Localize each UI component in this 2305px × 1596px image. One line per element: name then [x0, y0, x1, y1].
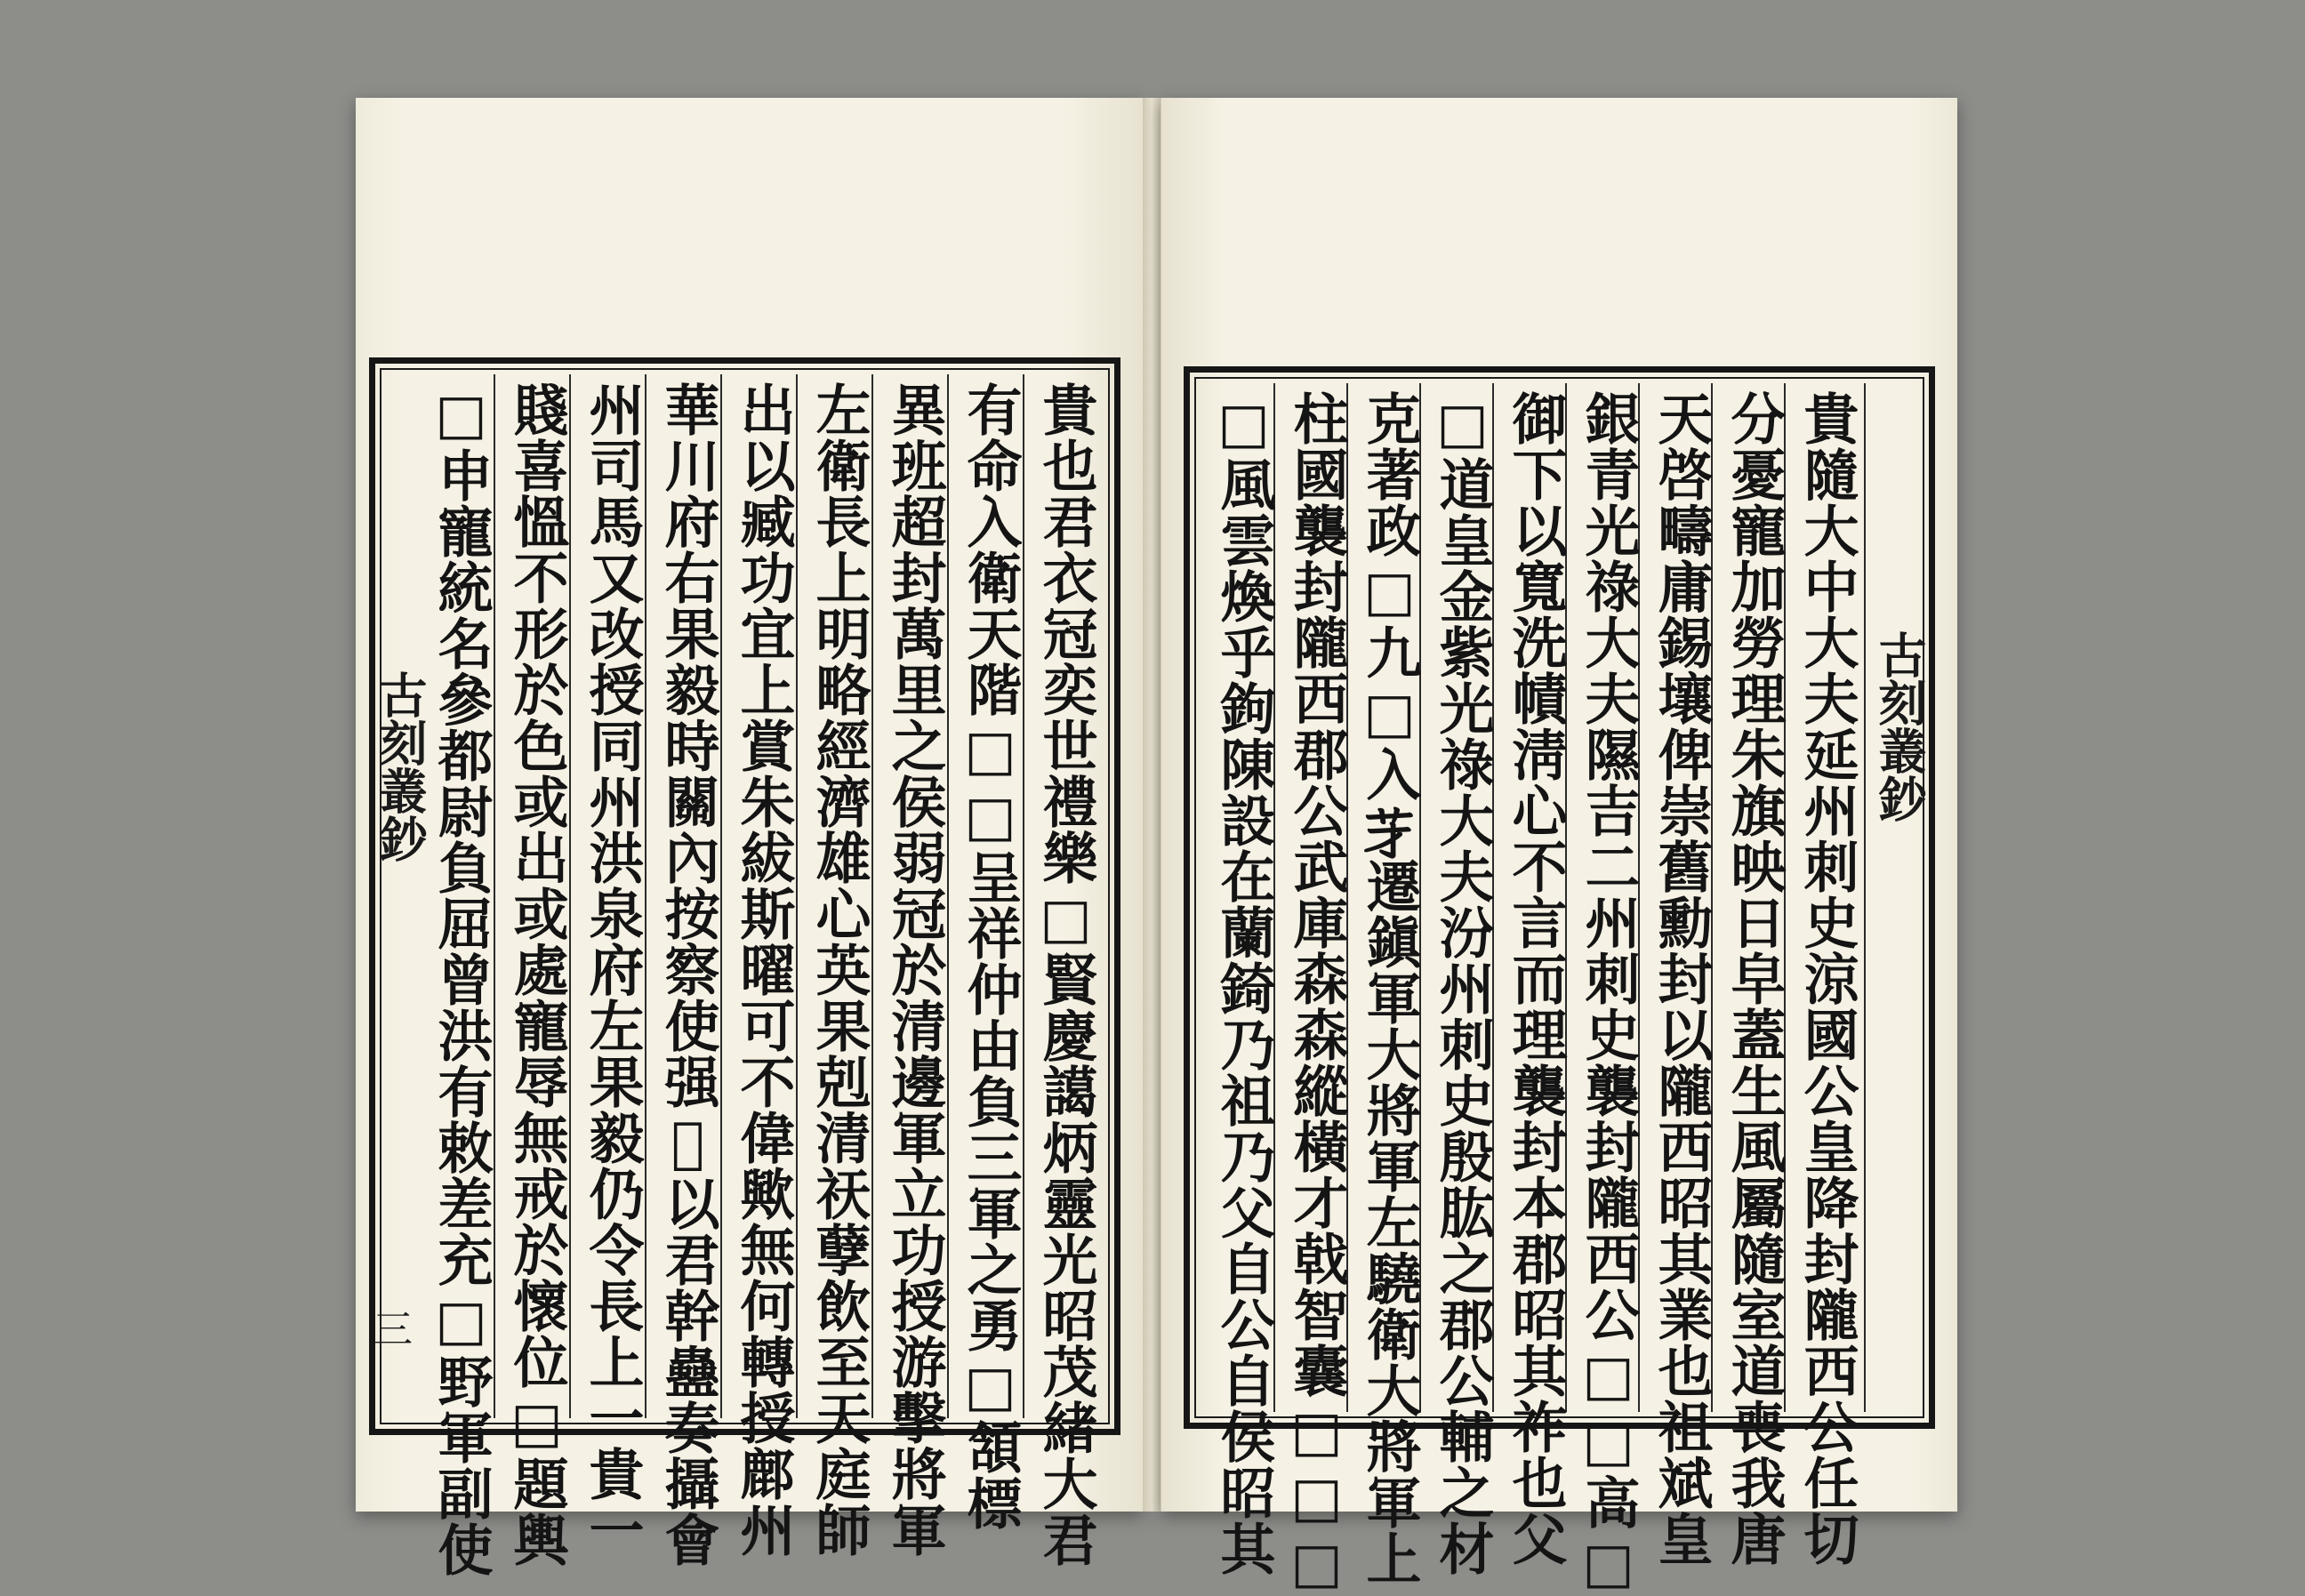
- right-page: [1161, 98, 1957, 1596]
- right-column-4: 銀青光祿大夫隰吉二州刺史襲封隴西公□□高□: [1576, 390, 1641, 1596]
- left-column-7: 州司馬又改授同州洪泉府左果毅仍令長上一貴一: [580, 381, 645, 1558]
- left-folio-number: 三: [373, 1307, 413, 1352]
- right-column-3: 天啓疇庸錫壤俾崇舊勳封以隴西昭其業也祖斌皇: [1649, 390, 1714, 1567]
- left-page: [356, 98, 1144, 1577]
- right-margin-title: 古刻叢鈔: [1871, 630, 1928, 822]
- left-column-3: 異班超封萬里之侯弱冠於清邊軍立功授游擊將軍: [882, 381, 947, 1558]
- right-column-6: □道皇金紫光祿大夫汾州刺史殷肱之郡公輔之材: [1430, 390, 1495, 1576]
- left-column-4: 左衛長上明略經濟雄心英果剋清祆孽飲至天庭師: [807, 381, 871, 1558]
- open-book: [356, 98, 1956, 1596]
- left-margin-title: 古刻叢鈔: [372, 670, 429, 862]
- right-column-5: 御下以寬洗幘淸心不言而理襲封本郡昭其祚也父: [1503, 390, 1568, 1567]
- left-column-8: 賤喜慍不形於色或出或處寵辱無戒於懷位□題輿: [504, 381, 569, 1568]
- left-column-9: □申寵統名參都尉負屈曾洪有敕差充□野軍副使: [429, 381, 494, 1577]
- left-column-2: 有命入衛天階□□呈祥仲由負三軍之勇□頷標: [958, 381, 1023, 1531]
- right-column-7: 克著政□九□入𦬁遷鎭軍大將軍左驍衛大將軍上: [1357, 390, 1422, 1586]
- right-column-9: □風雲煥乎鉤陳設在蘭錡乃祖乃父自公自侯昭其: [1211, 390, 1276, 1576]
- left-column-5: 出以臧功宜上賞朱紱斯曜可不偉歟無何轉授鄜州: [731, 381, 796, 1558]
- book-gutter: [1143, 98, 1161, 1512]
- left-text-frame: [369, 357, 1120, 1577]
- left-column-1: 貴也君衣冠奕世禮樂□賢慶譪炳靈光昭茂緒大君: [1033, 381, 1098, 1568]
- right-text-frame: [1184, 366, 1935, 1596]
- left-column-6: 華川府右果毅時關內按察使强𠊓以君幹蠱奏攝會: [655, 381, 720, 1568]
- right-column-2: 分憂寵加勞理朱旗映日皁蓋生風屬隨室道喪我唐: [1722, 390, 1787, 1567]
- right-column-8: 柱國襲封隴西郡公武庫森森縱橫才戟智囊□□□: [1284, 390, 1349, 1596]
- right-column-1: 貴隨大中大夫延州刺史涼國公皇降封隴西公任切: [1795, 390, 1859, 1567]
